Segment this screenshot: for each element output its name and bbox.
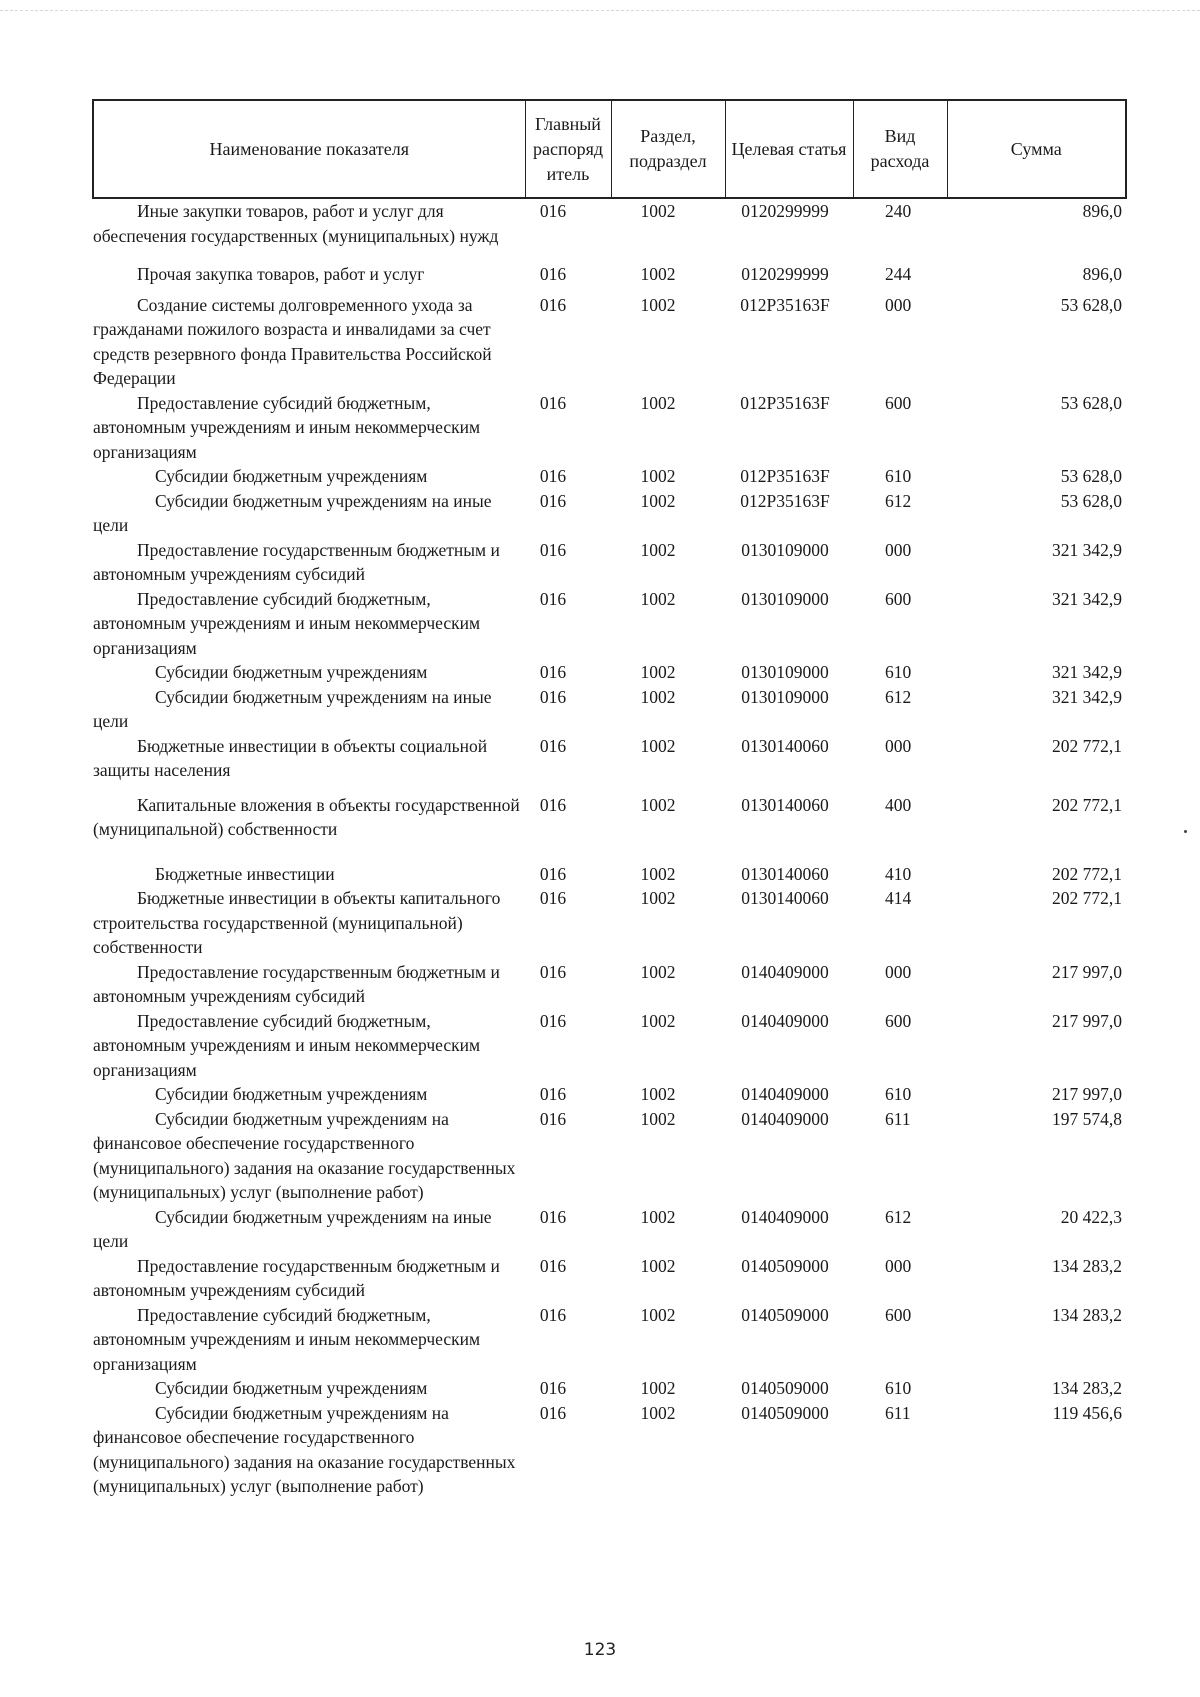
row-target: 0130109000 [741, 662, 829, 682]
table-row [93, 1009, 1126, 1083]
row-section: 1002 [640, 539, 676, 560]
row-section: 1002 [640, 201, 676, 221]
table-row [93, 1303, 1126, 1377]
table-row [93, 734, 1126, 783]
table-row [93, 1401, 1126, 1499]
row-grbs: 016 [539, 686, 567, 707]
budget-table [92, 99, 1127, 1499]
row-section: 1002 [640, 1206, 676, 1227]
row-grbs: 016 [539, 961, 567, 982]
row-section: 1002 [640, 588, 676, 609]
table-row [93, 685, 1126, 734]
table-row [93, 660, 1126, 685]
row-sum: 202 772,1 [1052, 735, 1122, 756]
row-name: Субсидии бюджетным учреждениям на иные цели [93, 1206, 492, 1251]
row-target: 0130140060 [741, 888, 829, 908]
row-section: 1002 [640, 735, 676, 756]
row-sum: 119 456,6 [1052, 1402, 1122, 1423]
table-row [93, 198, 1126, 248]
row-expense-type: 612 [885, 490, 912, 511]
header-target: Целевая статья [725, 100, 853, 198]
row-sum: 202 772,1 [1052, 863, 1122, 884]
row-name: Бюджетные инвестиции в объекты социальной защиты населения [93, 735, 488, 780]
row-sum: 134 283,2 [1052, 1255, 1122, 1276]
row-sum: 321 342,9 [1052, 686, 1122, 707]
row-section: 1002 [640, 662, 676, 682]
row-sum: 896,0 [1082, 264, 1122, 284]
row-name: Предоставление государственным бюджетным и автономным учреждениям субсидий [93, 539, 500, 584]
row-grbs: 016 [539, 264, 567, 284]
table-row [93, 587, 1126, 661]
row-expense-type: 612 [885, 686, 912, 707]
table-row [93, 1254, 1126, 1303]
row-grbs: 016 [539, 588, 567, 609]
row-grbs: 016 [539, 735, 567, 756]
row-section: 1002 [640, 466, 676, 486]
row-sum: 217 997,0 [1052, 1084, 1122, 1104]
row-sum: 53 628,0 [1060, 466, 1122, 486]
row-sum: 321 342,9 [1052, 662, 1122, 682]
table-row [93, 1107, 1126, 1205]
row-name: Предоставление субсидий бюджетным, автономным учреждениям и иным некоммерческим организациям [93, 392, 481, 462]
row-section: 1002 [640, 1378, 676, 1398]
row-target: 0130140060 [741, 863, 829, 884]
row-expense-type: 244 [885, 264, 912, 284]
row-target: 0120299999 [741, 264, 829, 284]
row-grbs: 016 [539, 794, 567, 815]
row-expense-type: 000 [885, 539, 912, 560]
row-expense-type: 610 [885, 466, 912, 486]
row-grbs: 016 [539, 201, 567, 221]
row-target: 0140509000 [741, 1304, 829, 1325]
row-sum: 53 628,0 [1060, 294, 1122, 315]
row-sum: 321 342,9 [1052, 539, 1122, 560]
row-name: Бюджетные инвестиции [155, 863, 335, 884]
row-sum: 20 422,3 [1060, 1206, 1122, 1227]
row-target: 0140409000 [741, 1084, 829, 1104]
row-name: Капитальные вложения в объекты государственной (муниципальной) собственности [93, 794, 520, 839]
row-expense-type: 600 [885, 588, 912, 609]
row-expense-type: 611 [885, 1402, 911, 1423]
table-row [93, 391, 1126, 465]
row-expense-type: 000 [885, 294, 912, 315]
row-sum: 202 772,1 [1052, 888, 1122, 908]
row-grbs: 016 [539, 1402, 567, 1423]
row-sum: 197 574,8 [1052, 1108, 1122, 1129]
table-row [93, 783, 1126, 842]
row-section: 1002 [640, 1304, 676, 1325]
row-expense-type: 610 [885, 1378, 912, 1398]
row-sum: 53 628,0 [1060, 392, 1122, 413]
row-target: 0140509000 [741, 1378, 829, 1398]
table-row [93, 886, 1126, 960]
row-expense-type: 600 [885, 392, 912, 413]
row-target: 012P35163F [740, 466, 830, 486]
row-name: Субсидии бюджетным учреждениям [155, 1378, 428, 1398]
row-expense-type: 400 [885, 794, 912, 815]
row-section: 1002 [640, 863, 676, 884]
row-sum: 134 283,2 [1052, 1378, 1122, 1398]
row-expense-type: 600 [885, 1304, 912, 1325]
row-name: Субсидии бюджетным учреждениям [155, 466, 428, 486]
row-target: 0140509000 [741, 1255, 829, 1276]
row-name: Субсидии бюджетным учреждениям на иные цели [93, 686, 492, 731]
table-body [93, 198, 1126, 1499]
table-row [93, 960, 1126, 1009]
row-section: 1002 [640, 264, 676, 284]
row-target: 0140409000 [741, 1108, 829, 1129]
row-target: 0130109000 [741, 686, 829, 707]
row-sum: 217 997,0 [1052, 1010, 1122, 1031]
scan-speck [1184, 830, 1187, 833]
table-row [93, 1376, 1126, 1401]
page-number: 123 [583, 1640, 617, 1660]
table-header [93, 100, 1126, 198]
row-target: 0140409000 [741, 961, 829, 982]
row-target: 0130109000 [741, 539, 829, 560]
table-row [93, 538, 1126, 587]
row-sum: 202 772,1 [1052, 794, 1122, 815]
table-row [93, 464, 1126, 489]
row-expense-type: 600 [885, 1010, 912, 1031]
row-section: 1002 [640, 1010, 676, 1031]
row-sum: 321 342,9 [1052, 588, 1122, 609]
row-grbs: 016 [539, 662, 567, 682]
row-section: 1002 [640, 1084, 676, 1104]
row-expense-type: 610 [885, 1084, 912, 1104]
row-section: 1002 [640, 888, 676, 908]
row-target: 0130140060 [741, 735, 829, 756]
row-name: Иные закупки товаров, работ и услуг для обеспечения государственных (муниципальных) нужд [93, 201, 499, 246]
row-grbs: 016 [539, 1108, 567, 1129]
row-section: 1002 [640, 1255, 676, 1276]
row-grbs: 016 [539, 1206, 567, 1227]
row-expense-type: 610 [885, 662, 912, 682]
row-target: 0130109000 [741, 588, 829, 609]
row-name: Предоставление государственным бюджетным и автономным учреждениям субсидий [93, 961, 500, 1006]
row-expense-type: 611 [885, 1108, 911, 1129]
table-row [93, 287, 1126, 391]
row-name: Субсидии бюджетным учреждениям на финансовое обеспечение государственного (муниципального) задания на оказание государственных (муниципальных) услуг (выполнение работ) [93, 1108, 516, 1202]
row-expense-type: 410 [885, 863, 912, 884]
row-sum: 896,0 [1082, 201, 1122, 221]
header-grbs: Главный распоряд итель [525, 100, 611, 198]
table-row [93, 489, 1126, 538]
row-target: 0140409000 [741, 1010, 829, 1031]
row-grbs: 016 [539, 1255, 567, 1276]
row-grbs: 016 [539, 1378, 567, 1398]
row-expense-type: 000 [885, 1255, 912, 1276]
row-grbs: 016 [539, 294, 567, 315]
table-row [93, 1082, 1126, 1107]
row-name: Субсидии бюджетным учреждениям [155, 1084, 428, 1104]
row-grbs: 016 [539, 863, 567, 884]
row-sum: 217 997,0 [1052, 961, 1122, 982]
row-grbs: 016 [539, 888, 567, 908]
row-sum: 53 628,0 [1060, 490, 1122, 511]
row-target: 0130140060 [741, 794, 829, 815]
row-grbs: 016 [539, 1084, 567, 1104]
row-grbs: 016 [539, 490, 567, 511]
row-name: Предоставление субсидий бюджетным, автономным учреждениям и иным некоммерческим организациям [93, 588, 481, 658]
row-sum: 134 283,2 [1052, 1304, 1122, 1325]
row-section: 1002 [640, 294, 676, 315]
row-target: 0120299999 [741, 201, 829, 221]
row-section: 1002 [640, 1402, 676, 1423]
row-name: Субсидии бюджетным учреждениям [155, 662, 428, 682]
row-grbs: 016 [539, 466, 567, 486]
row-name: Субсидии бюджетным учреждениям на финансовое обеспечение государственного (муниципального) задания на оказание государственных (муниципальных) услуг (выполнение работ) [93, 1402, 516, 1496]
row-name: Предоставление субсидий бюджетным, автономным учреждениям и иным некоммерческим организациям [93, 1304, 481, 1374]
row-expense-type: 240 [885, 201, 912, 221]
row-grbs: 016 [539, 1304, 567, 1325]
row-expense-type: 414 [885, 888, 912, 908]
row-target: 0140509000 [741, 1402, 829, 1423]
scan-edge-line [0, 10, 1200, 11]
row-expense-type: 000 [885, 961, 912, 982]
row-expense-type: 000 [885, 735, 912, 756]
row-grbs: 016 [539, 1010, 567, 1031]
row-section: 1002 [640, 392, 676, 413]
table-row [93, 248, 1126, 287]
row-section: 1002 [640, 490, 676, 511]
row-target: 012P35163F [740, 392, 830, 413]
row-grbs: 016 [539, 392, 567, 413]
row-section: 1002 [640, 794, 676, 815]
row-name: Прочая закупка товаров, работ и услуг [137, 264, 425, 284]
row-target: 012P35163F [740, 490, 830, 511]
row-name: Предоставление субсидий бюджетным, автономным учреждениям и иным некоммерческим организациям [93, 1010, 481, 1080]
header-expense-type: Вид расхода [853, 100, 947, 198]
row-name: Предоставление государственным бюджетным и автономным учреждениям субсидий [93, 1255, 500, 1300]
row-target: 0140409000 [741, 1206, 829, 1227]
row-section: 1002 [640, 1108, 676, 1129]
header-section: Раздел, подраздел [611, 100, 725, 198]
row-section: 1002 [640, 686, 676, 707]
header-sum: Сумма [947, 100, 1126, 198]
row-name: Создание системы долговременного ухода за гражданами пожилого возраста и инвалидами за счет средств резервного фонда Правительства Российской Федерации [93, 294, 492, 388]
row-section: 1002 [640, 961, 676, 982]
table-row [93, 842, 1126, 887]
row-target: 012P35163F [740, 294, 830, 315]
header-name: Наименование показателя [93, 100, 525, 198]
row-grbs: 016 [539, 539, 567, 560]
row-expense-type: 612 [885, 1206, 912, 1227]
row-name: Субсидии бюджетным учреждениям на иные цели [93, 490, 492, 535]
table-row [93, 1205, 1126, 1254]
row-name: Бюджетные инвестиции в объекты капитального строительства государственной (муниципальной) собственности [93, 888, 501, 957]
